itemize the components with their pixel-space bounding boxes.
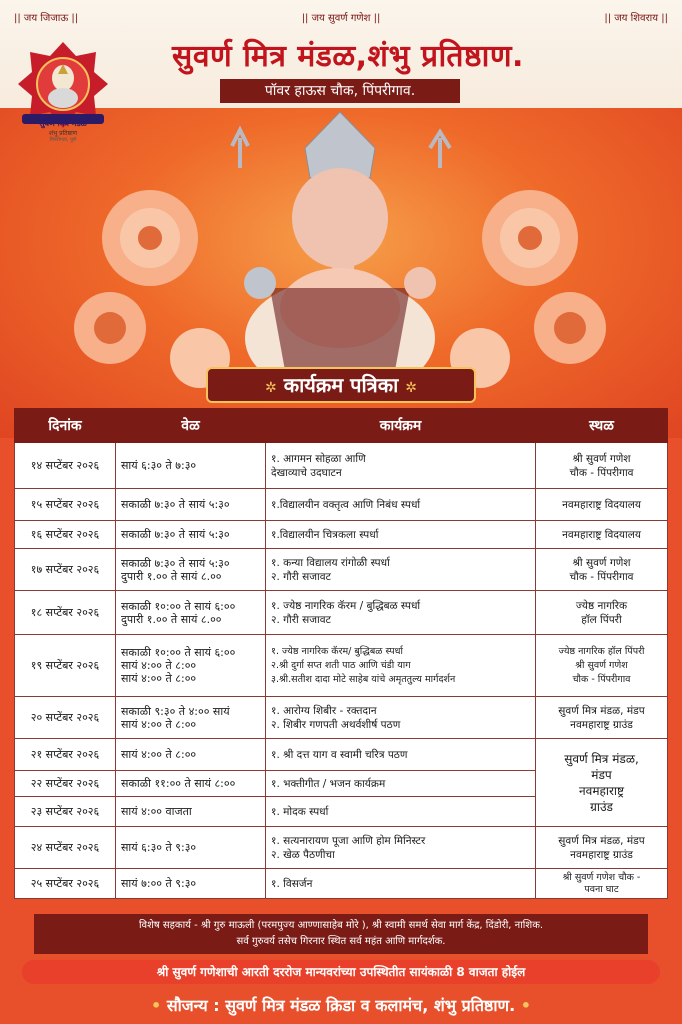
row-date: २० सप्टेंबर २०२६ (15, 697, 116, 739)
row-time: सकाळी ७:३० ते सायं ५:३० (116, 521, 266, 549)
table-row (15, 443, 668, 489)
table-row (15, 489, 668, 521)
row-date: १५ सप्टेंबर २०२६ (15, 489, 116, 521)
row-venue: नवमहाराष्ट्र विदयालय (536, 521, 668, 549)
row-venue: ज्येष्ठ नागरिक हॉल पिंपरी श्री सुवर्ण गणेश चौक - पिंपरीगाव (536, 635, 668, 697)
table-row (15, 521, 668, 549)
flower-left-icon (74, 190, 230, 388)
row-venue: श्री सुवर्ण गणेश चौक - पिंपरीगाव (536, 549, 668, 591)
row-date: २२ सप्टेंबर २०२६ (15, 771, 116, 797)
logo-name: सुवर्ण मित्र मंडळ (39, 119, 87, 128)
table-row (15, 591, 668, 635)
row-program: १. विसर्जन (266, 869, 536, 899)
row-time: सायं ६:३० ते ७:३० (116, 443, 266, 489)
row-program: १. मोदक स्पर्धा (266, 797, 536, 827)
header-time: वेळ (116, 409, 266, 443)
table-row (15, 739, 668, 771)
footer-credit (0, 990, 682, 1024)
row-venue: श्री सुवर्ण गणेश चौक - पवना घाट (536, 869, 668, 899)
location-banner: पॉवर हाऊस चौक, पिंपरीगाव. (220, 79, 460, 103)
row-date: २४ सप्टेंबर २०२६ (15, 827, 116, 869)
row-program: १. श्री दत्त याग व स्वामी चरित्र पठण (266, 739, 536, 771)
footer-text: सौजन्य : सुवर्ण मित्र मंडळ क्रिडा व कलामंच, शंभु प्रतिष्ठाण. (166, 996, 516, 1015)
logo-subtitle: शंभु प्रतिष्ठाण (48, 130, 78, 137)
row-time: सकाळी ७:३० ते सायं ५:३० दुपारी १.०० ते सायं ८.०० (116, 549, 266, 591)
row-date: १९ सप्टेंबर २०२६ (15, 635, 116, 697)
row-time: सायं ४:०० ते ८:०० (116, 739, 266, 771)
row-time: सायं ७:०० ते ९:३० (116, 869, 266, 899)
table-row (15, 869, 668, 899)
row-program: १. आगमन सोहळा आणि देखाव्याचे उदघाटन (266, 443, 536, 489)
row-venue-merged: सुवर्ण मित्र मंडळ, मंडप नवमहाराष्ट्र ग्राउंड (536, 739, 668, 827)
slogan-center: || जय सुवर्ण गणेश || (301, 13, 381, 24)
row-program: १. आरोग्य शिबीर - रक्तदान २. शिबीर गणपती अथर्वशीर्ष पठण (266, 697, 536, 739)
row-date: २५ सप्टेंबर २०२६ (15, 869, 116, 899)
flower-right-icon (450, 190, 606, 388)
row-date: २३ सप्टेंबर २०२६ (15, 797, 116, 827)
table-row (15, 549, 668, 591)
table-row (15, 827, 668, 869)
table-row (15, 635, 668, 697)
ganesh-idol-icon (40, 108, 640, 408)
row-venue: ज्येष्ठ नागरिक हॉल पिंपरी (536, 591, 668, 635)
row-date: २१ सप्टेंबर २०२६ (15, 739, 116, 771)
row-program: १. कन्या विद्यालय रांगोळी स्पर्धा २. गौरी सजावट (266, 549, 536, 591)
header-venue: स्थळ (536, 409, 668, 443)
row-time: सकाळी ७:३० ते सायं ५:३० (116, 489, 266, 521)
logo-subtitle-2: पिंपरीगाव, पुणे (49, 137, 77, 143)
row-program: १.विद्यालयीन वक्तृत्व आणि निबंध स्पर्धा (266, 489, 536, 521)
row-time: सायं ६:३० ते ९:३० (116, 827, 266, 869)
row-program: १.विद्यालयीन चित्रकला स्पर्धा (266, 521, 536, 549)
row-time: सकाळी १०:०० ते सायं ६:०० सायं ४:०० ते ८:०० सायं ४:०० ते ८:०० (116, 635, 266, 697)
aarti-notice: श्री सुवर्ण गणेशाची आरती दररोज मान्यवरांच्या उपस्थितीत सायंकाळी 8 वाजता होईल (22, 960, 660, 984)
program-title (206, 367, 476, 403)
header-date: दिनांक (15, 409, 116, 443)
program-title-text: कार्यक्रम पत्रिका (283, 373, 399, 397)
row-date: १७ सप्टेंबर २०२६ (15, 549, 116, 591)
row-time: सकाळी ११:०० ते सायं ८:०० (116, 771, 266, 797)
support-line-1: विशेष सहकार्य - श्री गुरु माऊली (परमपुज्य आण्णासाहेब मोरे ), श्री स्वामी समर्थ सेवा मार्ग केंद्र, दिंडोरी, नाशिक. (138, 920, 544, 931)
bullet-icon: • (520, 996, 531, 1015)
table-header-row (15, 409, 668, 443)
row-date: १८ सप्टेंबर २०२६ (15, 591, 116, 635)
support-line-2: सर्व गुरुवर्य तसेच गिरनार स्थित सर्व महंत आणि मार्गदर्शक. (236, 936, 446, 947)
row-venue: नवमहाराष्ट्र विदयालय (536, 489, 668, 521)
table-row (15, 697, 668, 739)
row-date: १६ सप्टेंबर २०२६ (15, 521, 116, 549)
row-venue: सुवर्ण मित्र मंडळ, मंडप नवमहाराष्ट्र ग्राउंड (536, 827, 668, 869)
header-program: कार्यक्रम (266, 409, 536, 443)
row-program: १. ज्येष्ठ नागरिक कॅरम / बुद्धिबळ स्पर्धा २. गौरी सजावट (266, 591, 536, 635)
schedule-table (14, 408, 668, 899)
special-support-box (34, 914, 648, 954)
bullet-icon: • (151, 996, 162, 1015)
star-left-icon: ✲ (265, 380, 277, 396)
slogan-right: || जय शिवराय || (604, 13, 668, 24)
slogan-left: || जय जिजाऊ || (14, 13, 79, 24)
row-time: सकाळी १०:०० ते सायं ६:०० दुपारी १.०० ते सायं ८.०० (116, 591, 266, 635)
row-program: १. भक्तीगीत / भजन कार्यक्रम (266, 771, 536, 797)
star-right-icon: ✲ (405, 380, 417, 396)
row-venue: सुवर्ण मित्र मंडळ, मंडप नवमहाराष्ट्र ग्राउंड (536, 697, 668, 739)
row-venue: श्री सुवर्ण गणेश चौक - पिंपरीगाव (536, 443, 668, 489)
row-time: सकाळी ९:३० ते ४:०० सायं सायं ४:०० ते ८:०० (116, 697, 266, 739)
row-date: १४ सप्टेंबर २०२६ (15, 443, 116, 489)
page-title: सुवर्ण मित्र मंडळ,शंभु प्रतिष्ठाण. (172, 39, 524, 74)
row-program: १. सत्यनारायण पूजा आणि होम मिनिस्टर २. खेळ पैठणीचा (266, 827, 536, 869)
row-time: सायं ४:०० वाजता (116, 797, 266, 827)
row-program: १. ज्येष्ठ नागरिक कॅरम/ बुद्धिबळ स्पर्धा २.श्री दुर्गा सप्त शती पाठ आणि चंडी याग ३.श्री.सतीश दादा मोटे साहेब यांचे अमृततुल्य मार्गदर्शन (266, 635, 536, 697)
